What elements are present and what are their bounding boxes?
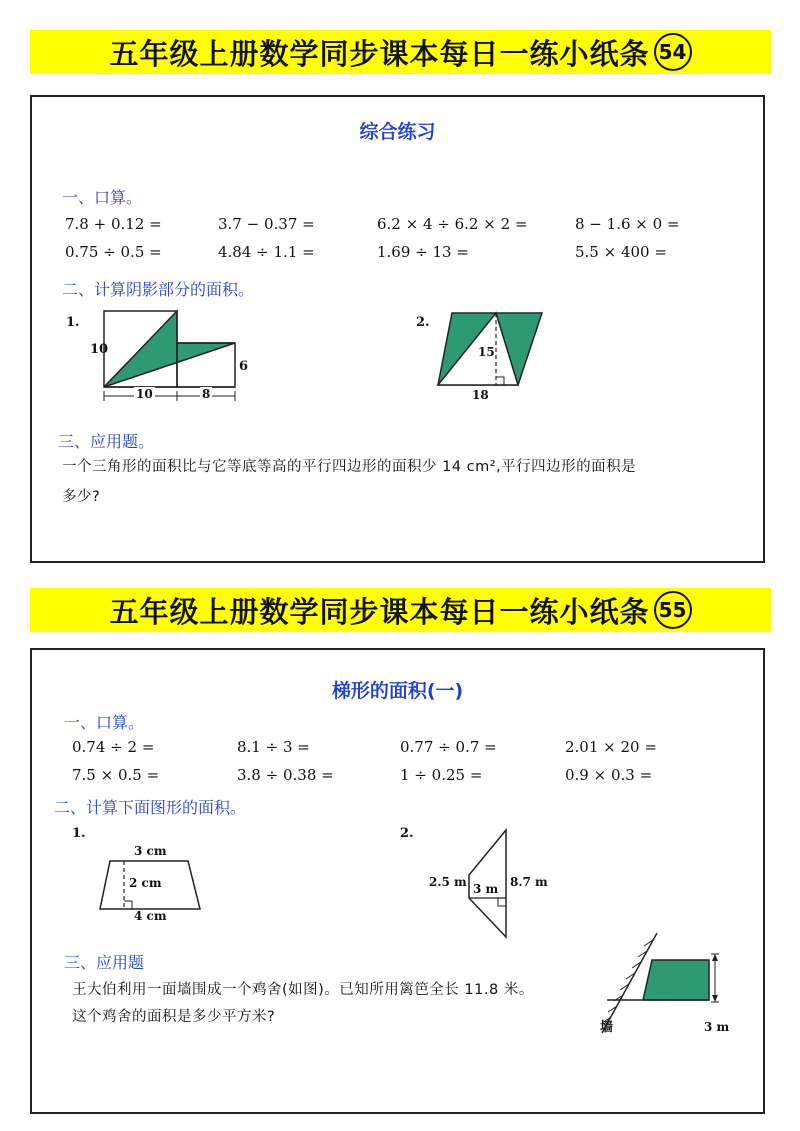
sheet55-fig1-label-height: 2 cm	[129, 876, 162, 890]
sheet54-problem-line2: 多少?	[62, 489, 101, 505]
sheet55-expr: 1 ÷ 0.25 =	[400, 766, 483, 784]
sheet54-banner-title: 五年级上册数学同步课本每日一练小纸条	[109, 36, 650, 71]
sheet54-expr: 7.8 + 0.12 =	[65, 215, 162, 233]
sheet55-expr: 7.5 × 0.5 =	[72, 766, 160, 784]
sheet54-fig2-label-height: 15	[478, 345, 495, 359]
sheet54-card	[30, 95, 765, 563]
sheet54-fig2-index: 2.	[416, 315, 430, 330]
sheet54-expr: 4.84 ÷ 1.1 =	[218, 243, 315, 261]
sheet54-expr: 6.2 × 4 ÷ 6.2 × 2 =	[377, 215, 528, 233]
sheet54-fig1-label-bottom-a: 10	[136, 387, 153, 401]
sheet54-problem-line1: 一个三角形的面积比与它等底等高的平行四边形的面积少 14 cm²,平行四边形的面积是	[62, 459, 637, 475]
sheet55-part2-heading: 二、计算下面图形的面积。	[54, 798, 247, 817]
sheet55-banner-number: 55	[654, 591, 692, 629]
sheet54-fig1-diagram	[32, 97, 763, 561]
sheet54-expr: 0.75 ÷ 0.5 =	[65, 243, 162, 261]
sheet54-fig1-label-bottom-b: 8	[202, 387, 211, 401]
sheet55-expr: 3.8 ÷ 0.38 =	[237, 766, 334, 784]
sheet55-coop-label-wall: 墙	[600, 1020, 614, 1035]
sheet55-problem-line1: 王大伯利用一面墙围成一个鸡舍(如图)。已知所用篱笆全长 11.8 米。	[72, 982, 534, 998]
sheet54-expr: 1.69 ÷ 13 =	[377, 243, 469, 261]
sheet54-part1-heading: 一、口算。	[62, 188, 143, 207]
sheet55-part3-heading: 三、应用题	[64, 953, 145, 972]
sheet55-expr: 0.9 × 0.3 =	[565, 766, 653, 784]
sheet55-banner-title: 五年级上册数学同步课本每日一练小纸条	[109, 594, 650, 629]
sheet55-banner	[30, 588, 771, 632]
sheet54-section-title: 综合练习	[359, 121, 436, 143]
sheet55-coop-label-height: 3 m	[704, 1020, 730, 1034]
sheet55-fig2-label-left: 2.5 m	[429, 875, 467, 889]
sheet54-banner-number: 54	[654, 33, 692, 71]
sheet54-banner	[30, 30, 771, 74]
sheet55-fig1-label-bottom: 4 cm	[134, 909, 167, 923]
sheet54-fig1-label-left: 10	[90, 342, 109, 357]
sheet54-expr: 8 − 1.6 × 0 =	[575, 215, 680, 233]
sheet55-expr: 0.77 ÷ 0.7 =	[400, 738, 497, 756]
sheet54-fig2-label-base: 18	[472, 388, 489, 402]
sheet55-expr: 0.74 ÷ 2 =	[72, 738, 155, 756]
sheet55-section-title: 梯形的面积(一)	[331, 680, 464, 702]
sheet54-fig1-index: 1.	[66, 315, 80, 330]
sheet54-expr: 5.5 × 400 =	[575, 243, 667, 261]
sheet55-fig1-index: 1.	[72, 826, 86, 841]
sheet55-expr: 8.1 ÷ 3 =	[237, 738, 310, 756]
sheet54-expr: 3.7 − 0.37 =	[218, 215, 315, 233]
sheet55-part1-heading: 一、口算。	[64, 713, 145, 732]
sheet55-card	[30, 648, 765, 1114]
sheet55-fig1-label-top: 3 cm	[134, 844, 167, 858]
sheet55-fig2-label-mid: 3 m	[473, 882, 499, 896]
sheet55-fig2-label-right: 8.7 m	[510, 875, 548, 889]
sheet54-fig1-label-right: 6	[239, 359, 249, 374]
sheet54-part3-heading: 三、应用题。	[58, 432, 155, 451]
sheet55-fig2-index: 2.	[400, 826, 414, 841]
sheet54-part2-heading: 二、计算阴影部分的面积。	[62, 280, 255, 299]
sheet55-problem-line2: 这个鸡舍的面积是多少平方米?	[72, 1009, 276, 1025]
sheet55-expr: 2.01 × 20 =	[565, 738, 657, 756]
